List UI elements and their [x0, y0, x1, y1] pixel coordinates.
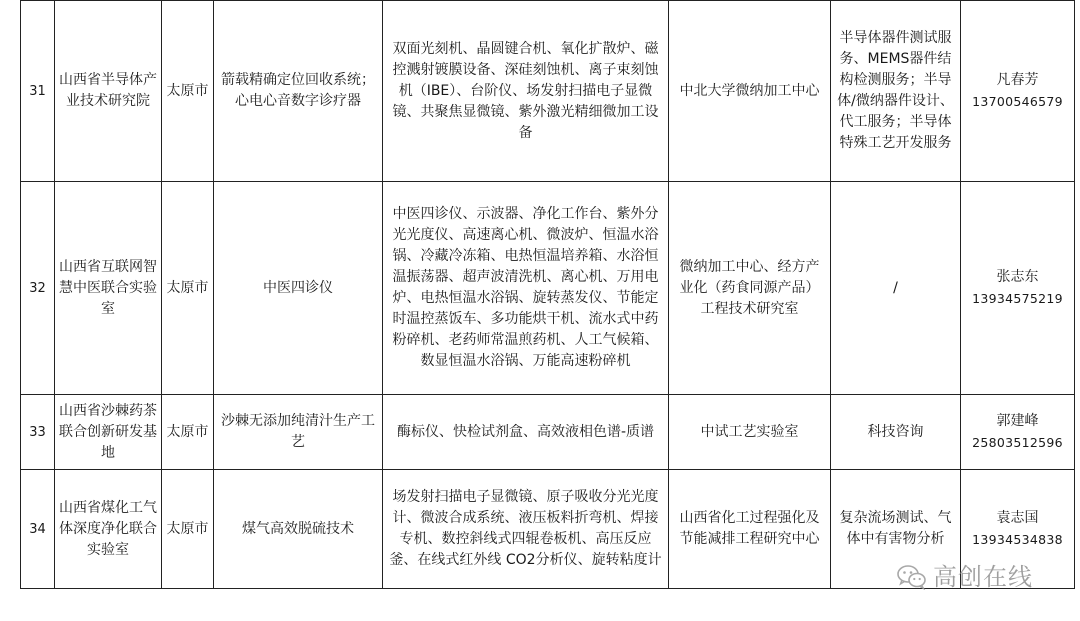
platform: 微纳加工中心、经方产业化（药食同源产品）工程技术研究室 — [669, 182, 831, 395]
row-number: 34 — [21, 470, 55, 589]
row-number: 32 — [21, 182, 55, 395]
service-content: 半导体器件测试服务、MEMS器件结构检测服务；半导体/微纳器件设计、代工服务；半导体特殊工艺开发服务 — [831, 1, 961, 182]
service-content: / — [831, 182, 961, 395]
contact-name: 郭建峰 — [996, 413, 1039, 429]
institution-name: 山西省沙棘药茶联合创新研发基地 — [55, 395, 162, 470]
contact-name: 袁志国 — [996, 510, 1039, 526]
contact-phone: 25803512596 — [972, 435, 1063, 450]
institution-name: 山西省煤化工气体深度净化联合实验室 — [55, 470, 162, 589]
service-content: 复杂流场测试、气体中有害物分析 — [831, 470, 961, 589]
row-number: 33 — [21, 395, 55, 470]
table-row — [21, 395, 1075, 470]
key-technology: 煤气高效脱硫技术 — [214, 470, 383, 589]
table-row — [21, 182, 1075, 395]
key-technology: 沙棘无添加纯清汁生产工艺 — [214, 395, 383, 470]
equipment-list: 酶标仪、快检试剂盒、高效液相色谱-质谱 — [383, 395, 669, 470]
contact-cell — [961, 182, 1075, 395]
platform: 中北大学微纳加工中心 — [669, 1, 831, 182]
facility-table-container — [20, 0, 1074, 589]
institution-name: 山西省互联网智慧中医联合实验室 — [55, 182, 162, 395]
contact-cell — [961, 1, 1075, 182]
city: 太原市 — [162, 182, 214, 395]
platform: 中试工艺实验室 — [669, 395, 831, 470]
institution-name: 山西省半导体产业技术研究院 — [55, 1, 162, 182]
watermark — [897, 560, 1057, 594]
wechat-icon — [897, 564, 927, 590]
watermark-text: 高创在线 — [933, 563, 1033, 591]
key-technology: 箭载精确定位回收系统；心电心音数字诊疗器 — [214, 1, 383, 182]
contact-name: 张志东 — [996, 269, 1039, 285]
key-technology: 中医四诊仪 — [214, 182, 383, 395]
city: 太原市 — [162, 395, 214, 470]
city: 太原市 — [162, 470, 214, 589]
platform: 山西省化工过程强化及节能减排工程研究中心 — [669, 470, 831, 589]
table-row — [21, 1, 1075, 182]
service-content: 科技咨询 — [831, 395, 961, 470]
contact-phone: 13934534838 — [972, 532, 1063, 547]
city: 太原市 — [162, 1, 214, 182]
contact-phone: 13934575219 — [972, 291, 1063, 306]
equipment-list: 双面光刻机、晶圆键合机、氧化扩散炉、磁控溅射镀膜设备、深硅刻蚀机、离子束刻蚀机（IBE）、台阶仪、场发射扫描电子显微镜、共聚焦显微镜、紫外激光精细微加工设备 — [383, 1, 669, 182]
contact-name: 凡春芳 — [996, 72, 1039, 88]
row-number: 31 — [21, 1, 55, 182]
contact-cell — [961, 395, 1075, 470]
equipment-list: 中医四诊仪、示波器、净化工作台、紫外分光光度仪、高速离心机、微波炉、恒温水浴锅、冷藏冷冻箱、电热恒温培养箱、水浴恒温振荡器、超声波清洗机、离心机、万用电炉、电热恒温水浴锅、旋转蒸发仪、节能定时温控蒸饭车、多功能烘干机、流水式中药粉碎机、老药师常温煎药机、人工气候箱、数显恒温水浴锅、万能高速粉碎机 — [383, 182, 669, 395]
contact-phone: 13700546579 — [972, 94, 1063, 109]
facility-table — [20, 0, 1075, 589]
equipment-list: 场发射扫描电子显微镜、原子吸收分光光度计、微波合成系统、液压板料折弯机、焊接专机、数控斜线式四辊卷板机、高压反应釜、在线式红外线 CO2分析仪、旋转粘度计 — [383, 470, 669, 589]
